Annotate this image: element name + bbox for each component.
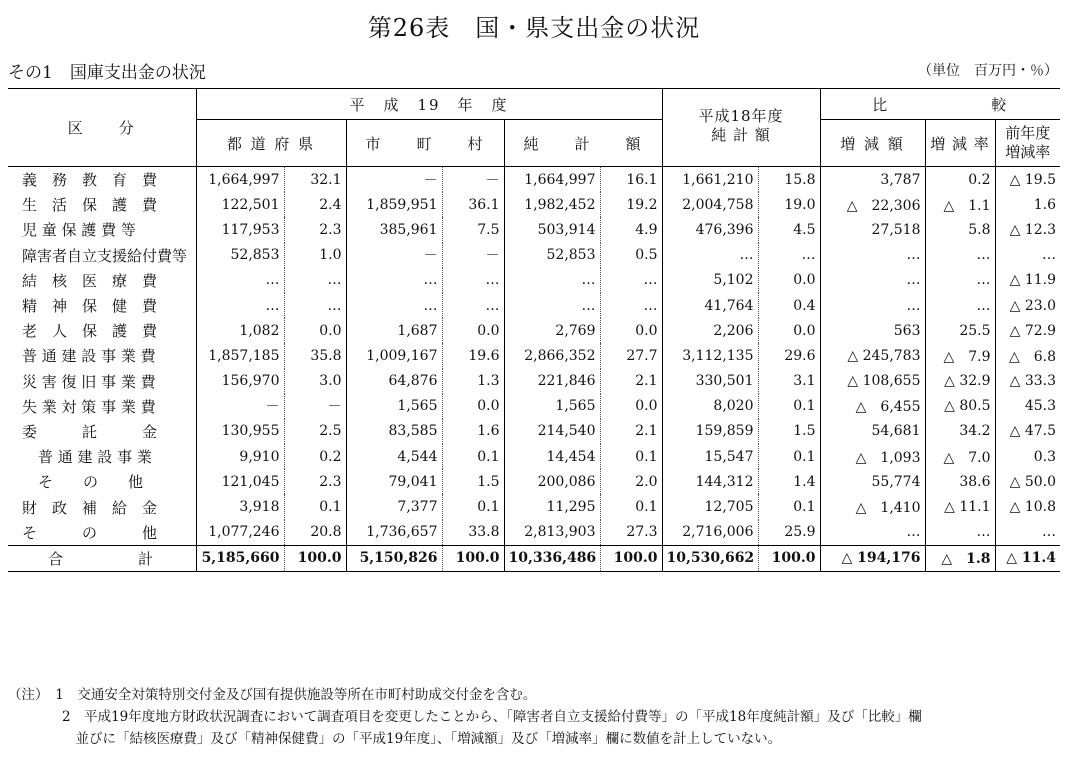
cell-c10: … <box>925 520 995 546</box>
table-row <box>8 520 1060 546</box>
cell-c4: 1.5 <box>442 469 504 494</box>
cell-c4: 0.1 <box>442 494 504 519</box>
kubun-header: 区 分 <box>8 89 196 167</box>
cell-c9: △ 108,655 <box>820 369 925 394</box>
cell-c6: 2.1 <box>600 369 662 394</box>
compare-header: 比 較 <box>820 89 1060 120</box>
cell-c8: 0.1 <box>758 494 820 519</box>
cell-c5: 214,540 <box>504 419 600 444</box>
cell-c1: 156,970 <box>196 369 284 394</box>
table-row <box>8 444 1060 469</box>
cell-c11: △ 50.0 <box>995 469 1060 494</box>
table-row <box>8 167 1060 193</box>
cell-c7: 3,112,135 <box>662 343 758 368</box>
cell-c4: 100.0 <box>442 545 504 571</box>
cell-c8: 0.1 <box>758 394 820 419</box>
h18-header: 平成18年度 純 計 額 <box>662 89 820 167</box>
cell-c1: 1,664,997 <box>196 167 284 193</box>
cell-c3: 1,736,657 <box>346 520 442 546</box>
row-label: 普 通 建 設 事 業 費 <box>22 347 156 366</box>
cell-c5: 10,336,486 <box>504 545 600 571</box>
cell-c8: 1.5 <box>758 419 820 444</box>
cell-c5: 11,295 <box>504 494 600 519</box>
cell-c10: △ 7.9 <box>925 343 995 368</box>
cell-c10: △ 11.1 <box>925 494 995 519</box>
cell-c10: △ 1.8 <box>925 545 995 571</box>
cell-c4: … <box>442 268 504 293</box>
row-label: 災 害 復 旧 事 業 費 <box>22 372 156 391</box>
cell-c5: 221,846 <box>504 369 600 394</box>
cell-c6: 100.0 <box>600 545 662 571</box>
cell-c9: 55,774 <box>820 469 925 494</box>
cell-c4: 33.8 <box>442 520 504 546</box>
cell-c2: 1.0 <box>284 243 346 268</box>
cell-c6: … <box>600 293 662 318</box>
cell-c6: 19.2 <box>600 192 662 217</box>
cell-c7: 144,312 <box>662 469 758 494</box>
cell-c3: 64,876 <box>346 369 442 394</box>
cell-c11: △ 33.3 <box>995 369 1060 394</box>
row-label: 精 神 保 健 費 <box>22 297 158 316</box>
row-label: そ の 他 <box>38 473 144 492</box>
cell-c2: 32.1 <box>284 167 346 193</box>
cell-c4: 0.1 <box>442 444 504 469</box>
row-label: 義 務 教 育 費 <box>22 171 158 190</box>
cell-c1: 52,853 <box>196 243 284 268</box>
expenditure-table <box>8 88 1060 572</box>
cell-c10: △ 7.0 <box>925 444 995 469</box>
cell-c2: 0.0 <box>284 318 346 343</box>
table-row <box>8 192 1060 217</box>
cell-c6: 2.1 <box>600 419 662 444</box>
cell-c1: 1,857,185 <box>196 343 284 368</box>
cell-c9: 563 <box>820 318 925 343</box>
table-row <box>8 293 1060 318</box>
cell-c9: △ 22,306 <box>820 192 925 217</box>
cell-c3: 1,859,951 <box>346 192 442 217</box>
cell-c10: 38.6 <box>925 469 995 494</box>
row-label: 結 核 医 療 費 <box>22 271 158 290</box>
cell-c5: 2,813,903 <box>504 520 600 546</box>
cell-c10: 34.2 <box>925 419 995 444</box>
cell-c2: 20.8 <box>284 520 346 546</box>
note-1: （注） 1 交通安全対策特別交付金及び国有提供施設等所在市町村助成交付金を含む。 <box>8 687 537 703</box>
table-subtitle: その1 国庫支出金の状況 <box>8 63 206 83</box>
row-label: 生 活 保 護 費 <box>22 196 158 215</box>
cell-c4: 0.0 <box>442 394 504 419</box>
cell-c11: 1.6 <box>995 192 1060 217</box>
cell-c6: 0.5 <box>600 243 662 268</box>
h19-header: 平 成 19 年 度 <box>196 89 662 120</box>
cell-c5: 1,565 <box>504 394 600 419</box>
cell-c6: 16.1 <box>600 167 662 193</box>
table-row <box>8 494 1060 519</box>
cell-c8: 0.4 <box>758 293 820 318</box>
cell-c5: 1,982,452 <box>504 192 600 217</box>
cell-c11: 0.3 <box>995 444 1060 469</box>
row-label: 児 童 保 護 費 等 <box>22 221 136 240</box>
cell-c8: 1.4 <box>758 469 820 494</box>
cell-c6: 0.1 <box>600 444 662 469</box>
cell-c7: 2,716,006 <box>662 520 758 546</box>
cell-c8: 4.5 <box>758 217 820 242</box>
cell-c3: － <box>346 243 442 268</box>
cell-c11: △ 11.4 <box>995 545 1060 571</box>
cell-c11: △ 12.3 <box>995 217 1060 242</box>
cell-c3: … <box>346 268 442 293</box>
cell-c6: 0.0 <box>600 394 662 419</box>
cell-c2: － <box>284 394 346 419</box>
cell-c11: △ 23.0 <box>995 293 1060 318</box>
cell-c5: … <box>504 268 600 293</box>
cell-c3: － <box>346 167 442 193</box>
cell-c7: 10,530,662 <box>662 545 758 571</box>
cell-c11: … <box>995 243 1060 268</box>
cell-c11: 45.3 <box>995 394 1060 419</box>
cell-c3: 7,377 <box>346 494 442 519</box>
table-row <box>8 394 1060 419</box>
cell-c5: 2,769 <box>504 318 600 343</box>
cell-c5: 52,853 <box>504 243 600 268</box>
cell-c3: 1,009,167 <box>346 343 442 368</box>
table-body <box>8 167 1060 572</box>
cell-c11: △ 47.5 <box>995 419 1060 444</box>
cell-c7: 159,859 <box>662 419 758 444</box>
cell-c1: 117,953 <box>196 217 284 242</box>
cell-c9: △ 1,410 <box>820 494 925 519</box>
cell-c10: 0.2 <box>925 167 995 193</box>
cell-c6: 27.3 <box>600 520 662 546</box>
row-label: 普 通 建 設 事 業 <box>38 448 152 467</box>
cell-c11: △ 19.5 <box>995 167 1060 193</box>
cell-c9: △ 245,783 <box>820 343 925 368</box>
note-2: 2 平成19年度地方財政状況調査において調査項目を変更したことから、「障害者自立支援給付費等」の「平成18年度純計額」及び「比較」欄 <box>8 709 922 725</box>
cell-c9: … <box>820 243 925 268</box>
cell-c4: 0.0 <box>442 318 504 343</box>
cell-c9: △ 1,093 <box>820 444 925 469</box>
page-title: 第26表 国・県支出金の状況 <box>367 14 701 42</box>
cell-c5: 1,664,997 <box>504 167 600 193</box>
cell-c6: 4.9 <box>600 217 662 242</box>
cell-c6: 0.1 <box>600 494 662 519</box>
cell-c2: 100.0 <box>284 545 346 571</box>
cell-c3: 83,585 <box>346 419 442 444</box>
cell-c8: 3.1 <box>758 369 820 394</box>
notes <box>8 684 922 750</box>
cell-c2: 2.3 <box>284 217 346 242</box>
cell-c9: 54,681 <box>820 419 925 444</box>
cell-c7: 15,547 <box>662 444 758 469</box>
cell-c2: 35.8 <box>284 343 346 368</box>
row-label: 委 託 金 <box>22 422 158 441</box>
cell-c6: … <box>600 268 662 293</box>
row-label: そ の 他 <box>22 523 158 542</box>
cell-c5: 2,866,352 <box>504 343 600 368</box>
row-label: 失 業 対 策 事 業 費 <box>22 397 156 416</box>
total-row <box>8 545 1060 571</box>
cell-c2: 3.0 <box>284 369 346 394</box>
unit-label: （単位 百万円・％） <box>918 63 1058 79</box>
cell-c10: △ 80.5 <box>925 394 995 419</box>
cell-c8: 100.0 <box>758 545 820 571</box>
cell-c4: 1.3 <box>442 369 504 394</box>
cell-c10: △ 1.1 <box>925 192 995 217</box>
cell-c9: … <box>820 520 925 546</box>
cell-c7: 2,206 <box>662 318 758 343</box>
cell-c4: 19.6 <box>442 343 504 368</box>
cell-c8: 19.0 <box>758 192 820 217</box>
cell-c3: 385,961 <box>346 217 442 242</box>
cell-c7: 8,020 <box>662 394 758 419</box>
cell-c4: － <box>442 243 504 268</box>
cell-c1: … <box>196 268 284 293</box>
cell-c1: 121,045 <box>196 469 284 494</box>
cell-c8: 29.6 <box>758 343 820 368</box>
table-row <box>8 419 1060 444</box>
cell-c9: △ 194,176 <box>820 545 925 571</box>
cell-c2: 2.3 <box>284 469 346 494</box>
cell-c7: 5,102 <box>662 268 758 293</box>
cell-c11: △ 72.9 <box>995 318 1060 343</box>
cell-c4: 7.5 <box>442 217 504 242</box>
cell-c1: 3,918 <box>196 494 284 519</box>
cell-c2: 2.4 <box>284 192 346 217</box>
table-row <box>8 343 1060 368</box>
cell-c4: 36.1 <box>442 192 504 217</box>
cell-c4: － <box>442 167 504 193</box>
cell-c9: △ 6,455 <box>820 394 925 419</box>
cell-c5: … <box>504 293 600 318</box>
municipality-header: 市 町 村 <box>346 120 504 167</box>
cell-c6: 2.0 <box>600 469 662 494</box>
row-label: 財 政 補 給 金 <box>22 498 158 517</box>
cell-c5: 503,914 <box>504 217 600 242</box>
cell-c9: … <box>820 293 925 318</box>
cell-c3: 5,150,826 <box>346 545 442 571</box>
cell-c1: 1,082 <box>196 318 284 343</box>
cell-c1: 9,910 <box>196 444 284 469</box>
row-label: 障害者自立支援給付費等 <box>22 246 188 265</box>
table-row <box>8 217 1060 242</box>
cell-c3: 79,041 <box>346 469 442 494</box>
cell-c3: 1,565 <box>346 394 442 419</box>
table-row <box>8 268 1060 293</box>
net-header: 純 計 額 <box>504 120 662 167</box>
cell-c2: … <box>284 293 346 318</box>
rate-header: 増 減 率 <box>925 120 995 167</box>
cell-c8: 0.0 <box>758 268 820 293</box>
row-label: 合 計 <box>8 545 196 571</box>
cell-c7: 12,705 <box>662 494 758 519</box>
cell-c10: … <box>925 293 995 318</box>
cell-c2: … <box>284 268 346 293</box>
note-2-continued: 並びに「結核医療費」及び「精神保健費」の「平成19年度」、「増減額」及び「増減率」欄に数値を計上していない。 <box>8 731 782 747</box>
cell-c10: … <box>925 268 995 293</box>
table-row <box>8 243 1060 268</box>
cell-c10: … <box>925 243 995 268</box>
cell-c5: 14,454 <box>504 444 600 469</box>
cell-c6: 0.0 <box>600 318 662 343</box>
cell-c9: 3,787 <box>820 167 925 193</box>
cell-c7: 1,661,210 <box>662 167 758 193</box>
cell-c7: 41,764 <box>662 293 758 318</box>
prefecture-header: 都 道 府 県 <box>196 120 346 167</box>
cell-c11: △ 11.9 <box>995 268 1060 293</box>
cell-c11: … <box>995 520 1060 546</box>
cell-c9: 27,518 <box>820 217 925 242</box>
table-row <box>8 369 1060 394</box>
cell-c2: 2.5 <box>284 419 346 444</box>
cell-c3: 4,544 <box>346 444 442 469</box>
row-label: 老 人 保 護 費 <box>22 322 158 341</box>
cell-c1: 130,955 <box>196 419 284 444</box>
cell-c8: 15.8 <box>758 167 820 193</box>
table-row <box>8 318 1060 343</box>
cell-c7: … <box>662 243 758 268</box>
cell-c10: △ 32.9 <box>925 369 995 394</box>
cell-c1: … <box>196 293 284 318</box>
cell-c3: 1,687 <box>346 318 442 343</box>
cell-c2: 0.1 <box>284 494 346 519</box>
diff-header: 増 減 額 <box>820 120 925 167</box>
cell-c8: 0.1 <box>758 444 820 469</box>
cell-c2: 0.2 <box>284 444 346 469</box>
cell-c9: … <box>820 268 925 293</box>
cell-c7: 2,004,758 <box>662 192 758 217</box>
cell-c11: △ 6.8 <box>995 343 1060 368</box>
cell-c3: … <box>346 293 442 318</box>
prev-rate-header: 前年度 増減率 <box>995 120 1060 167</box>
cell-c11: △ 10.8 <box>995 494 1060 519</box>
cell-c8: 0.0 <box>758 318 820 343</box>
cell-c7: 330,501 <box>662 369 758 394</box>
cell-c4: 1.6 <box>442 419 504 444</box>
cell-c10: 5.8 <box>925 217 995 242</box>
cell-c6: 27.7 <box>600 343 662 368</box>
cell-c10: 25.5 <box>925 318 995 343</box>
cell-c4: … <box>442 293 504 318</box>
cell-c1: － <box>196 394 284 419</box>
cell-c1: 5,185,660 <box>196 545 284 571</box>
cell-c1: 1,077,246 <box>196 520 284 546</box>
cell-c5: 200,086 <box>504 469 600 494</box>
cell-c8: … <box>758 243 820 268</box>
cell-c1: 122,501 <box>196 192 284 217</box>
table-row <box>8 469 1060 494</box>
cell-c7: 476,396 <box>662 217 758 242</box>
cell-c8: 25.9 <box>758 520 820 546</box>
